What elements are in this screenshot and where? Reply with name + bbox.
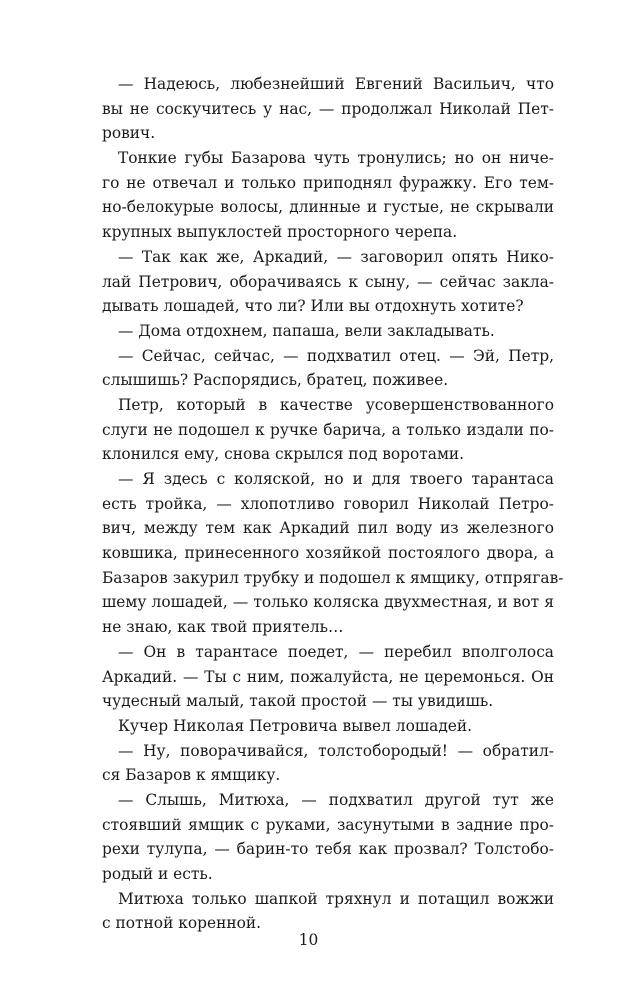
text-line: крупных выпуклостей просторного черепа. xyxy=(102,223,458,242)
paragraph xyxy=(102,393,554,467)
text-line: дывать лошадей, что ли? Или вы отдохнуть хотите? xyxy=(102,297,524,316)
text-line: не знаю, как твой приятель… xyxy=(102,618,344,637)
text-line: — Так как же, Аркадий, — заговорил опять Нико- xyxy=(118,247,554,266)
paragraph xyxy=(102,344,554,393)
paragraph xyxy=(102,739,554,788)
text-line: с потной коренной. xyxy=(102,914,262,933)
paragraph xyxy=(102,467,564,640)
text-line: вы не соскучитесь у нас, — продолжал Николай Пет- xyxy=(102,99,554,118)
paragraph xyxy=(102,887,554,936)
paragraph xyxy=(102,640,554,714)
text-line: — Слышь, Митюха, — подхватил другой тут же xyxy=(118,790,554,809)
text-line: Базаров закурил трубку и подошел к ямщику, отпрягав- xyxy=(102,568,564,587)
text-line: клонился ему, снова скрылся под воротами. xyxy=(102,445,465,464)
text-line: но-белокурые волосы, длинные и густые, не скрывали xyxy=(102,198,554,217)
text-line: родый и есть. xyxy=(102,865,213,883)
text-line: ся Базаров к ямщику. xyxy=(102,766,281,785)
text-line: Аркадий. — Ты с ним, пожалуйста, не церемонься. Он xyxy=(102,667,554,686)
page-number: 10 xyxy=(298,931,319,949)
text-line: — Он в тарантасе поедет, — перебил вполголоса xyxy=(118,642,554,661)
text-line: ковшика, принесенного хозяйкой постоялого двора, а xyxy=(102,544,554,563)
text-line: шему лошадей, — только коляска двухместная, и вот я xyxy=(102,593,554,612)
text-line: рехи тулупа, — барин-то тебя как прозвал? Толстобо- xyxy=(102,840,554,859)
text-line: — Сейчас, сейчас, — подхватил отец. — Эй, Петр, xyxy=(118,346,554,365)
text-line: стоявший ямщик с руками, засунутыми в задние про- xyxy=(102,815,554,834)
text-line: слышишь? Распорядись, братец, поживее. xyxy=(102,371,449,390)
paragraph xyxy=(102,319,554,344)
text-line: — Ну, поворачивайся, толстобородый! — обратил- xyxy=(118,741,554,760)
paragraph xyxy=(102,788,554,887)
text-line: слуги не подошел к ручке барича, а только издали по- xyxy=(102,420,554,439)
text-line: рович. xyxy=(102,124,156,143)
paragraph xyxy=(102,714,554,739)
text-line: Петр, который в качестве усовершенствованного xyxy=(118,395,554,414)
text-line: вич, между тем как Аркадий пил воду из железного xyxy=(102,519,554,538)
paragraph xyxy=(102,146,554,245)
text-line: чудесный малый, такой простой — ты увидишь. xyxy=(102,692,494,711)
text-line: го не отвечал и только приподнял фуражку. Его тем- xyxy=(102,173,554,192)
text-line: — Дома отдохнем, папаша, вели закладывать. xyxy=(118,321,495,340)
text-line: лай Петрович, оборачиваясь к сыну, — сейчас закла- xyxy=(102,272,554,291)
text-line: Кучер Николая Петровича вывел лошадей. xyxy=(118,716,473,735)
text-line: — Надеюсь, любезнейший Евгений Васильич, что xyxy=(118,75,554,93)
text-line: есть тройка, — хлопотливо говорил Николай Петро- xyxy=(102,494,554,513)
paragraph xyxy=(102,245,554,319)
text-line: Тонкие губы Базарова чуть тронулись; но он ниче- xyxy=(118,149,554,168)
text-line: — Я здесь с коляской, но и для твоего тарантаса xyxy=(118,470,554,488)
page-text xyxy=(102,72,564,936)
text-line: Митюха только шапкой тряхнул и потащил вожжи xyxy=(118,889,554,908)
paragraph xyxy=(102,72,554,146)
